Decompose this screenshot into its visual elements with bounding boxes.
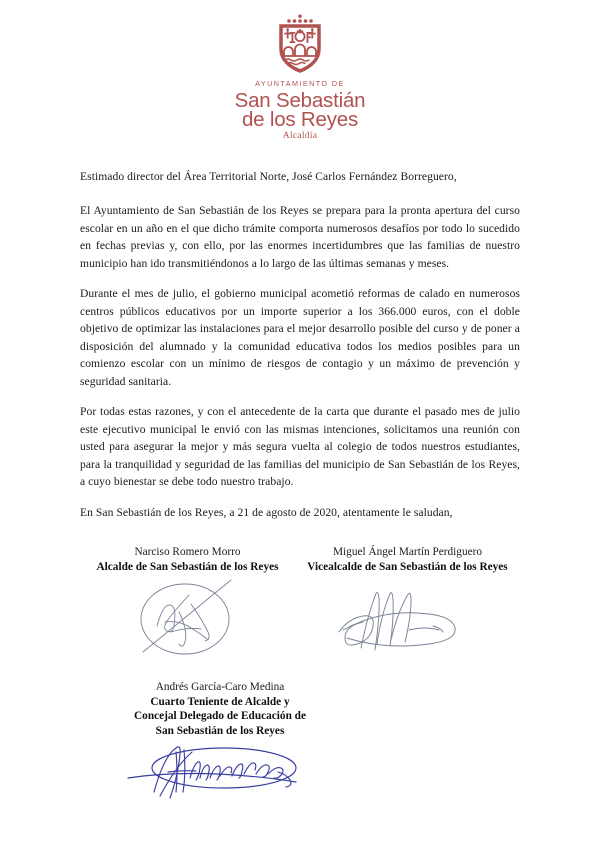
letterhead-municipality bbox=[234, 89, 366, 132]
coat-of-arms-icon bbox=[276, 14, 324, 74]
signature-row-top bbox=[80, 545, 520, 666]
letterhead-subtitle: Alcaldía bbox=[282, 131, 318, 142]
signatory-title-line-1: Cuarto Teniente de Alcalde y bbox=[150, 695, 290, 708]
salutation: Estimado director del Área Territorial Norte, José Carlos Fernández Borreguero, bbox=[80, 169, 457, 183]
letter-body bbox=[80, 142, 520, 522]
paragraph-3: Por todas estas razones, y con el antecedente de la carta que durante el pasado mes de julio este ejecutivo municipal le envió con las mismas intenciones, solicitamos una reunión con usted para asegurar la mejor y más segura vuelta al colegio de todos nuestros estudiantes, para la tranquilidad y seguridad de las familias del municipio de San Sebastián de los Reyes, a cuyo bienestar se debe todo nuestro trabajo. bbox=[80, 405, 520, 489]
signature-area bbox=[80, 521, 520, 808]
signature-block-deputy-mayor bbox=[295, 545, 520, 666]
signature-block-mayor bbox=[80, 545, 295, 666]
signature-scribble-miguel-angel-martin-icon bbox=[295, 574, 520, 666]
signatory-name: Andrés García-Caro Medina bbox=[155, 681, 285, 694]
letterhead-municipality-line1: San Sebastián bbox=[234, 89, 366, 113]
letterhead bbox=[0, 0, 600, 142]
paragraph-2: Durante el mes de julio, el gobierno municipal acometió reformas de calado en numerosos centros públicos educativos por un importe superior a los 366.000 euros, con el doble objetivo de optimizar las instalaciones para el mejor desarrollo posible del curso y de poner a disposición del alumnado y la comunidad educativa todos los medios posibles para un comienzo escolar con un mínimo de riesgos de contagio y un máximo de prevención y seguridad sanitaria. bbox=[80, 287, 520, 388]
signature-scribble-andres-garcia-caro-icon bbox=[80, 738, 360, 808]
closing-line: En San Sebastián de los Reyes, a 21 de agosto de 2020, atentamente le saludan, bbox=[80, 505, 453, 519]
signatory-title-line-2: Concejal Delegado de Educación de bbox=[134, 710, 306, 723]
signatory-name: Narciso Romero Morro bbox=[134, 546, 241, 559]
paragraph-1: El Ayuntamiento de San Sebastián de los Reyes se prepara para la pronta apertura del curso escolar en un año en el que dicho trámite comporta numerosos desafíos por todo lo sucedido en fechas previas y, con ello, por las enormes incertidumbres que las familias de nuestro municipio han ido transmitiéndonos a lo largo de las últimas semanas y meses. bbox=[80, 204, 520, 270]
signatory-title-line-3: San Sebastián de los Reyes bbox=[155, 724, 285, 737]
signatory-name: Miguel Ángel Martín Perdiguero bbox=[332, 546, 483, 559]
signature-block-education-councillor bbox=[80, 680, 360, 808]
signatory-title: Alcalde de San Sebastián de los Reyes bbox=[96, 560, 279, 573]
signature-scribble-narciso-romero-icon bbox=[80, 574, 295, 666]
letterhead-municipality-line2: de los Reyes bbox=[241, 108, 359, 132]
signatory-title: Vicealcalde de San Sebastián de los Reyes bbox=[307, 560, 508, 573]
letterhead-eyebrow: AYUNTAMIENTO DE bbox=[255, 79, 345, 88]
